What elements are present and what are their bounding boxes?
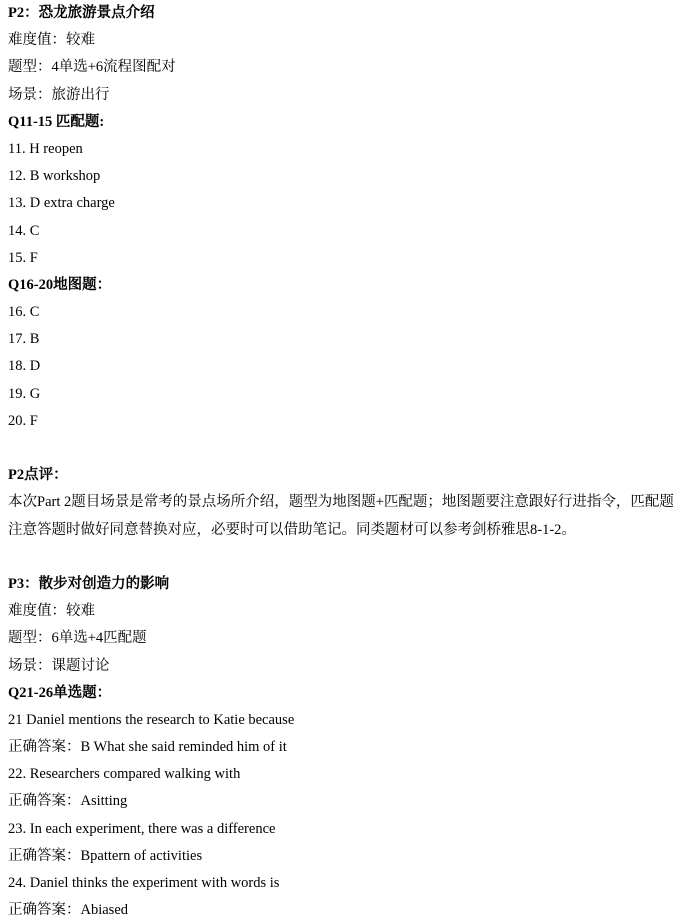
answer-item: 正确答案：Bpattern of activities <box>8 847 203 864</box>
answer-item: 13. D extra charge <box>8 195 115 212</box>
answer-item: 15. F <box>8 249 38 266</box>
p3-mc-heading: Q21-26单选题： <box>8 684 112 701</box>
p2-map-heading: Q16-20地图题： <box>8 276 112 293</box>
p2-title: P2：恐龙旅游景点介绍 <box>8 5 155 21</box>
answer-item: 19. G <box>8 385 41 402</box>
answer-item: 18. D <box>8 358 41 375</box>
answer-item: 正确答案：Abiased <box>8 902 129 919</box>
answer-item: 17. B <box>8 331 40 348</box>
p2-question-type: 题型：4单选+6流程图配对 <box>8 59 176 76</box>
p2-matching-heading: Q11-15 匹配题: <box>8 113 105 130</box>
question-item: 23. In each experiment, there was a difference <box>8 820 276 837</box>
answer-item: 16. C <box>8 304 40 321</box>
p2-review-body: 本次Part 2题目场景是常考的景点场所介绍，题型为地图题+匹配题；地图题要注意跟好行进指令，匹配题注意答题时做好同意替换对应，必要时可以借助笔记。同类题材可以参考剑桥雅思8-1-2。 <box>8 494 674 538</box>
p3-scene: 场景：课题讨论 <box>8 657 110 674</box>
p2-scene: 场景：旅游出行 <box>8 86 110 103</box>
question-item: 24. Daniel thinks the experiment with words is <box>8 875 280 892</box>
spacer <box>8 435 688 462</box>
question-item: 22. Researchers compared walking with <box>8 766 241 783</box>
p3-difficulty: 难度值：较难 <box>8 603 95 620</box>
answer-item: 正确答案：Asitting <box>8 793 128 810</box>
p2-difficulty: 难度值：较难 <box>8 32 95 49</box>
p2-review-heading: P2点评： <box>8 467 68 484</box>
answer-item: 11. H reopen <box>8 140 83 157</box>
document-body <box>8 0 688 924</box>
answer-item: 正确答案：B What she said reminded him of it <box>8 739 287 756</box>
spacer <box>8 544 688 571</box>
p3-question-type: 题型：6单选+4匹配题 <box>8 630 147 647</box>
answer-item: 12. B workshop <box>8 168 101 185</box>
p3-title: P3：散步对创造力的影响 <box>8 575 170 592</box>
answer-item: 14. C <box>8 222 40 239</box>
question-item: 21 Daniel mentions the research to Katie because <box>8 711 295 728</box>
answer-item: 20. F <box>8 412 38 429</box>
